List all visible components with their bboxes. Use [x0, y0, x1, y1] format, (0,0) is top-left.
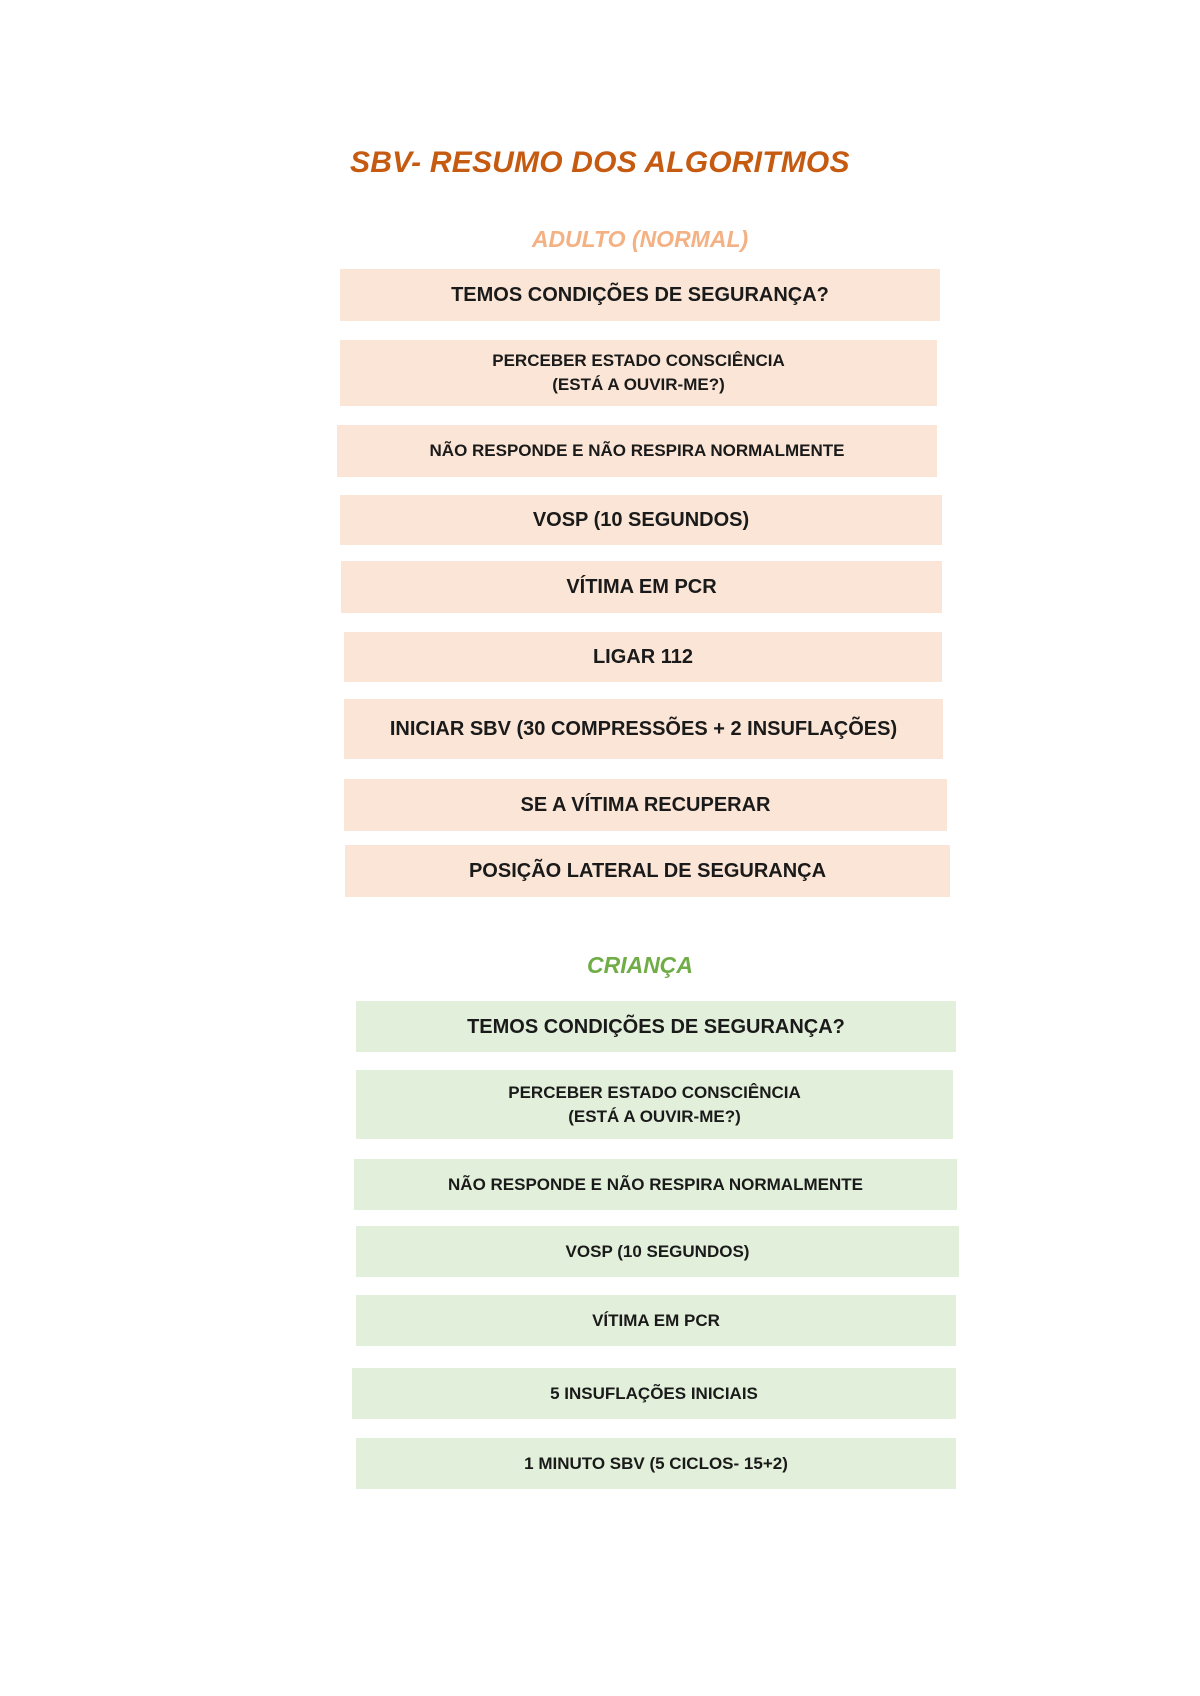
child-step-vosp: [356, 1226, 959, 1277]
child-step-safety: [356, 1001, 956, 1052]
step-text: VOSP (10 SEGUNDOS): [532, 509, 750, 531]
adult-step-no-breathing: [337, 425, 937, 477]
child-section-heading: CRIANÇA: [586, 952, 694, 978]
step-text: PERCEBER ESTADO CONSCIÊNCIA: [492, 351, 785, 371]
child-step-initial-breaths: [352, 1368, 956, 1419]
adult-step-pcr: [341, 561, 942, 613]
step-text: LIGAR 112: [592, 646, 694, 668]
child-step-pcr: [356, 1295, 956, 1346]
adult-step-recovery-position: [345, 845, 950, 897]
adult-step-recovers: [344, 779, 947, 831]
step-subtext: (ESTÁ A OUVIR-ME?): [552, 375, 725, 394]
step-text: TEMOS CONDIÇÕES DE SEGURANÇA?: [467, 1015, 845, 1038]
adult-step-call-112: [344, 632, 942, 682]
step-text: PERCEBER ESTADO CONSCIÊNCIA: [508, 1082, 801, 1102]
step-text: NÃO RESPONDE E NÃO RESPIRA NORMALMENTE: [448, 1174, 863, 1194]
step-text: 5 INSUFLAÇÕES INICIAIS: [550, 1383, 758, 1403]
step-text: INICIAR SBV (30 COMPRESSÕES + 2 INSUFLAÇÕES): [389, 718, 898, 740]
page-title: SBV- RESUMO DOS ALGORITMOS: [350, 146, 850, 179]
step-text: NÃO RESPONDE E NÃO RESPIRA NORMALMENTE: [429, 441, 845, 461]
adult-step-safety: [340, 269, 940, 321]
step-text: VÍTIMA EM PCR: [566, 576, 717, 598]
step-subtext: (ESTÁ A OUVIR-ME?): [568, 1106, 741, 1126]
step-text: 1 MINUTO SBV (5 CICLOS- 15+2): [524, 1453, 788, 1473]
child-step-consciousness: [356, 1070, 953, 1139]
step-text: TEMOS CONDIÇÕES DE SEGURANÇA?: [451, 284, 829, 306]
step-text: VÍTIMA EM PCR: [592, 1310, 720, 1330]
step-text: VOSP (10 SEGUNDOS): [565, 1241, 750, 1261]
child-step-no-breathing: [354, 1159, 957, 1210]
step-text: SE A VÍTIMA RECUPERAR: [520, 794, 771, 816]
step-text: POSIÇÃO LATERAL DE SEGURANÇA: [468, 860, 827, 882]
adult-step-vosp: [340, 495, 942, 545]
adult-step-consciousness: [340, 340, 937, 406]
adult-step-start-sbv: [344, 699, 943, 759]
adult-section-heading: ADULTO (NORMAL): [531, 226, 749, 252]
child-step-one-minute-sbv: [356, 1438, 956, 1489]
